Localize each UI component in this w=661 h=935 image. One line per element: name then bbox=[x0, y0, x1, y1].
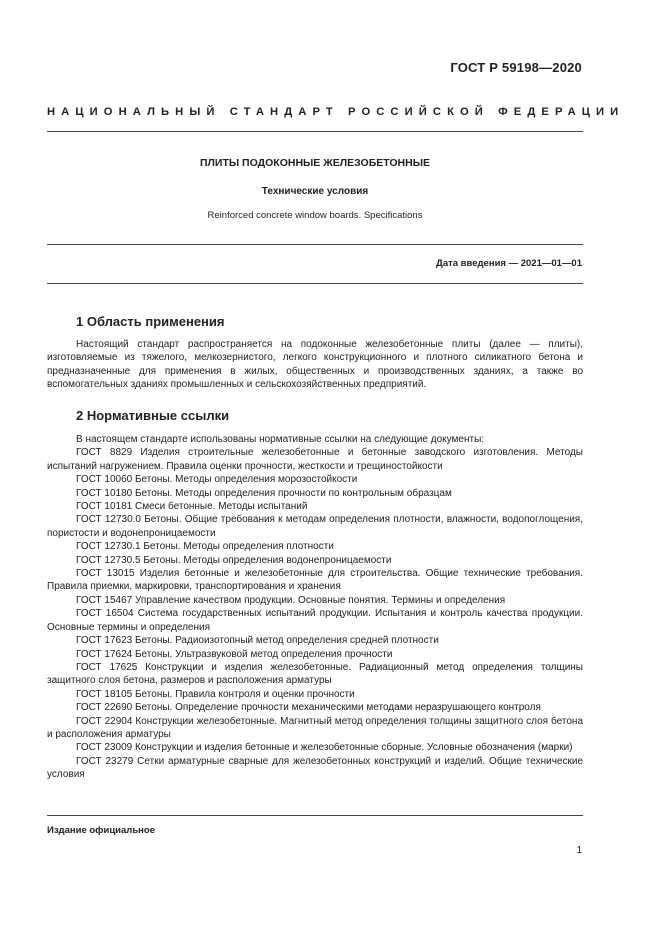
reference-item: ГОСТ 13015 Изделия бетонные и железобетонные для строительства. Общие технические требования. Правила приемки, маркировки, транспортирования и хранения bbox=[47, 568, 583, 593]
edition-note: Издание официальное bbox=[47, 825, 155, 836]
reference-item: ГОСТ 17625 Конструкции и изделия железобетонные. Радиационный метод определения толщины защитного слоя бетона, размеров и расположения арматуры bbox=[47, 661, 583, 687]
section-2-heading: 2 Нормативные ссылки bbox=[76, 408, 230, 423]
reference-item: ГОСТ 18105 Бетоны. Правила контроля и оценки прочности bbox=[76, 688, 355, 700]
effective-date: Дата введения — 2021—01—01 bbox=[436, 258, 582, 269]
section-1-paragraph: Настоящий стандарт распространяется на подоконные железобетонные плиты (далее — плиты), изготовляемые из тяжелого, мелкозернистого, легкого конструкционного и плотного силикатного бетона и предназначенные для применения в жилых, общественных и производственных зданиях, а также во вспомогательных зданиях промышленных и сельскохозяйственных предприятий. bbox=[47, 339, 583, 391]
reference-item: ГОСТ 12730.1 Бетоны. Методы определения плотности bbox=[76, 541, 334, 553]
national-standard-banner: НАЦИОНАЛЬНЫЙ СТАНДАРТ РОССИЙСКОЙ ФЕДЕРАЦИИ bbox=[47, 106, 625, 118]
reference-item: ГОСТ 8829 Изделия строительные железобетонные и бетонные заводского изготовления. Методы испытаний нагружением. Правила оценки прочности, жесткости и трещиностойкости bbox=[47, 447, 583, 472]
page-number: 1 bbox=[576, 845, 582, 856]
english-title: Reinforced concrete window boards. Specifications bbox=[207, 210, 423, 221]
section-2-body bbox=[47, 433, 583, 782]
document-title: ПЛИТЫ ПОДОКОННЫЕ ЖЕЛЕЗОБЕТОННЫЕ bbox=[199, 157, 431, 169]
reference-item: ГОСТ 12730.0 Бетоны. Общие требования к методам определения плотности, влажности, водопоглощения, пористости и водонепроницаемости bbox=[47, 514, 583, 539]
reference-item: ГОСТ 17624 Бетоны. Ультразвуковой метод определения прочности bbox=[76, 648, 393, 660]
reference-list bbox=[47, 446, 583, 781]
reference-item: ГОСТ 10060 Бетоны. Методы определения морозостойкости bbox=[76, 474, 358, 486]
standard-code: ГОСТ Р 59198—2020 bbox=[450, 60, 582, 75]
reference-item: ГОСТ 15467 Управление качеством продукции. Основные понятия. Термины и определения bbox=[76, 594, 506, 606]
section-2-intro: В настоящем стандарте использованы нормативные ссылки на следующие документы: bbox=[76, 434, 485, 445]
reference-item: ГОСТ 16504 Система государственных испытаний продукции. Испытания и контроль качества продукции. Основные термины и определения bbox=[47, 608, 583, 633]
reference-item: ГОСТ 12730.5 Бетоны. Методы определения водонепроницаемости bbox=[76, 554, 392, 566]
reference-item: ГОСТ 23009 Конструкции и изделия бетонные и железобетонные сборные. Условные обозначения (марки) bbox=[76, 742, 573, 754]
header-divider bbox=[47, 131, 583, 132]
reference-item: ГОСТ 22904 Конструкции железобетонные. Магнитный метод определения толщины защитного слоя бетона и расположения арматуры bbox=[47, 715, 583, 740]
date-divider-bottom bbox=[47, 283, 583, 284]
reference-item: ГОСТ 17623 Бетоны. Радиоизотопный метод определения средней плотности bbox=[76, 635, 439, 647]
section-1-body bbox=[47, 338, 583, 392]
reference-item: ГОСТ 22690 Бетоны. Определение прочности механическими методами неразрушающего контроля bbox=[76, 702, 541, 714]
reference-item: ГОСТ 23279 Сетки арматурные сварные для железобетонных конструкций и изделий. Общие технические условия bbox=[47, 755, 583, 781]
section-1-heading: 1 Область применения bbox=[76, 314, 225, 329]
date-divider-top bbox=[47, 244, 583, 245]
reference-item: ГОСТ 10180 Бетоны. Методы определения прочности по контрольным образцам bbox=[76, 487, 452, 499]
document-subtitle: Технические условия bbox=[261, 186, 369, 197]
footer-divider bbox=[47, 815, 583, 816]
reference-item: ГОСТ 10181 Смеси бетонные. Методы испытаний bbox=[76, 501, 308, 513]
